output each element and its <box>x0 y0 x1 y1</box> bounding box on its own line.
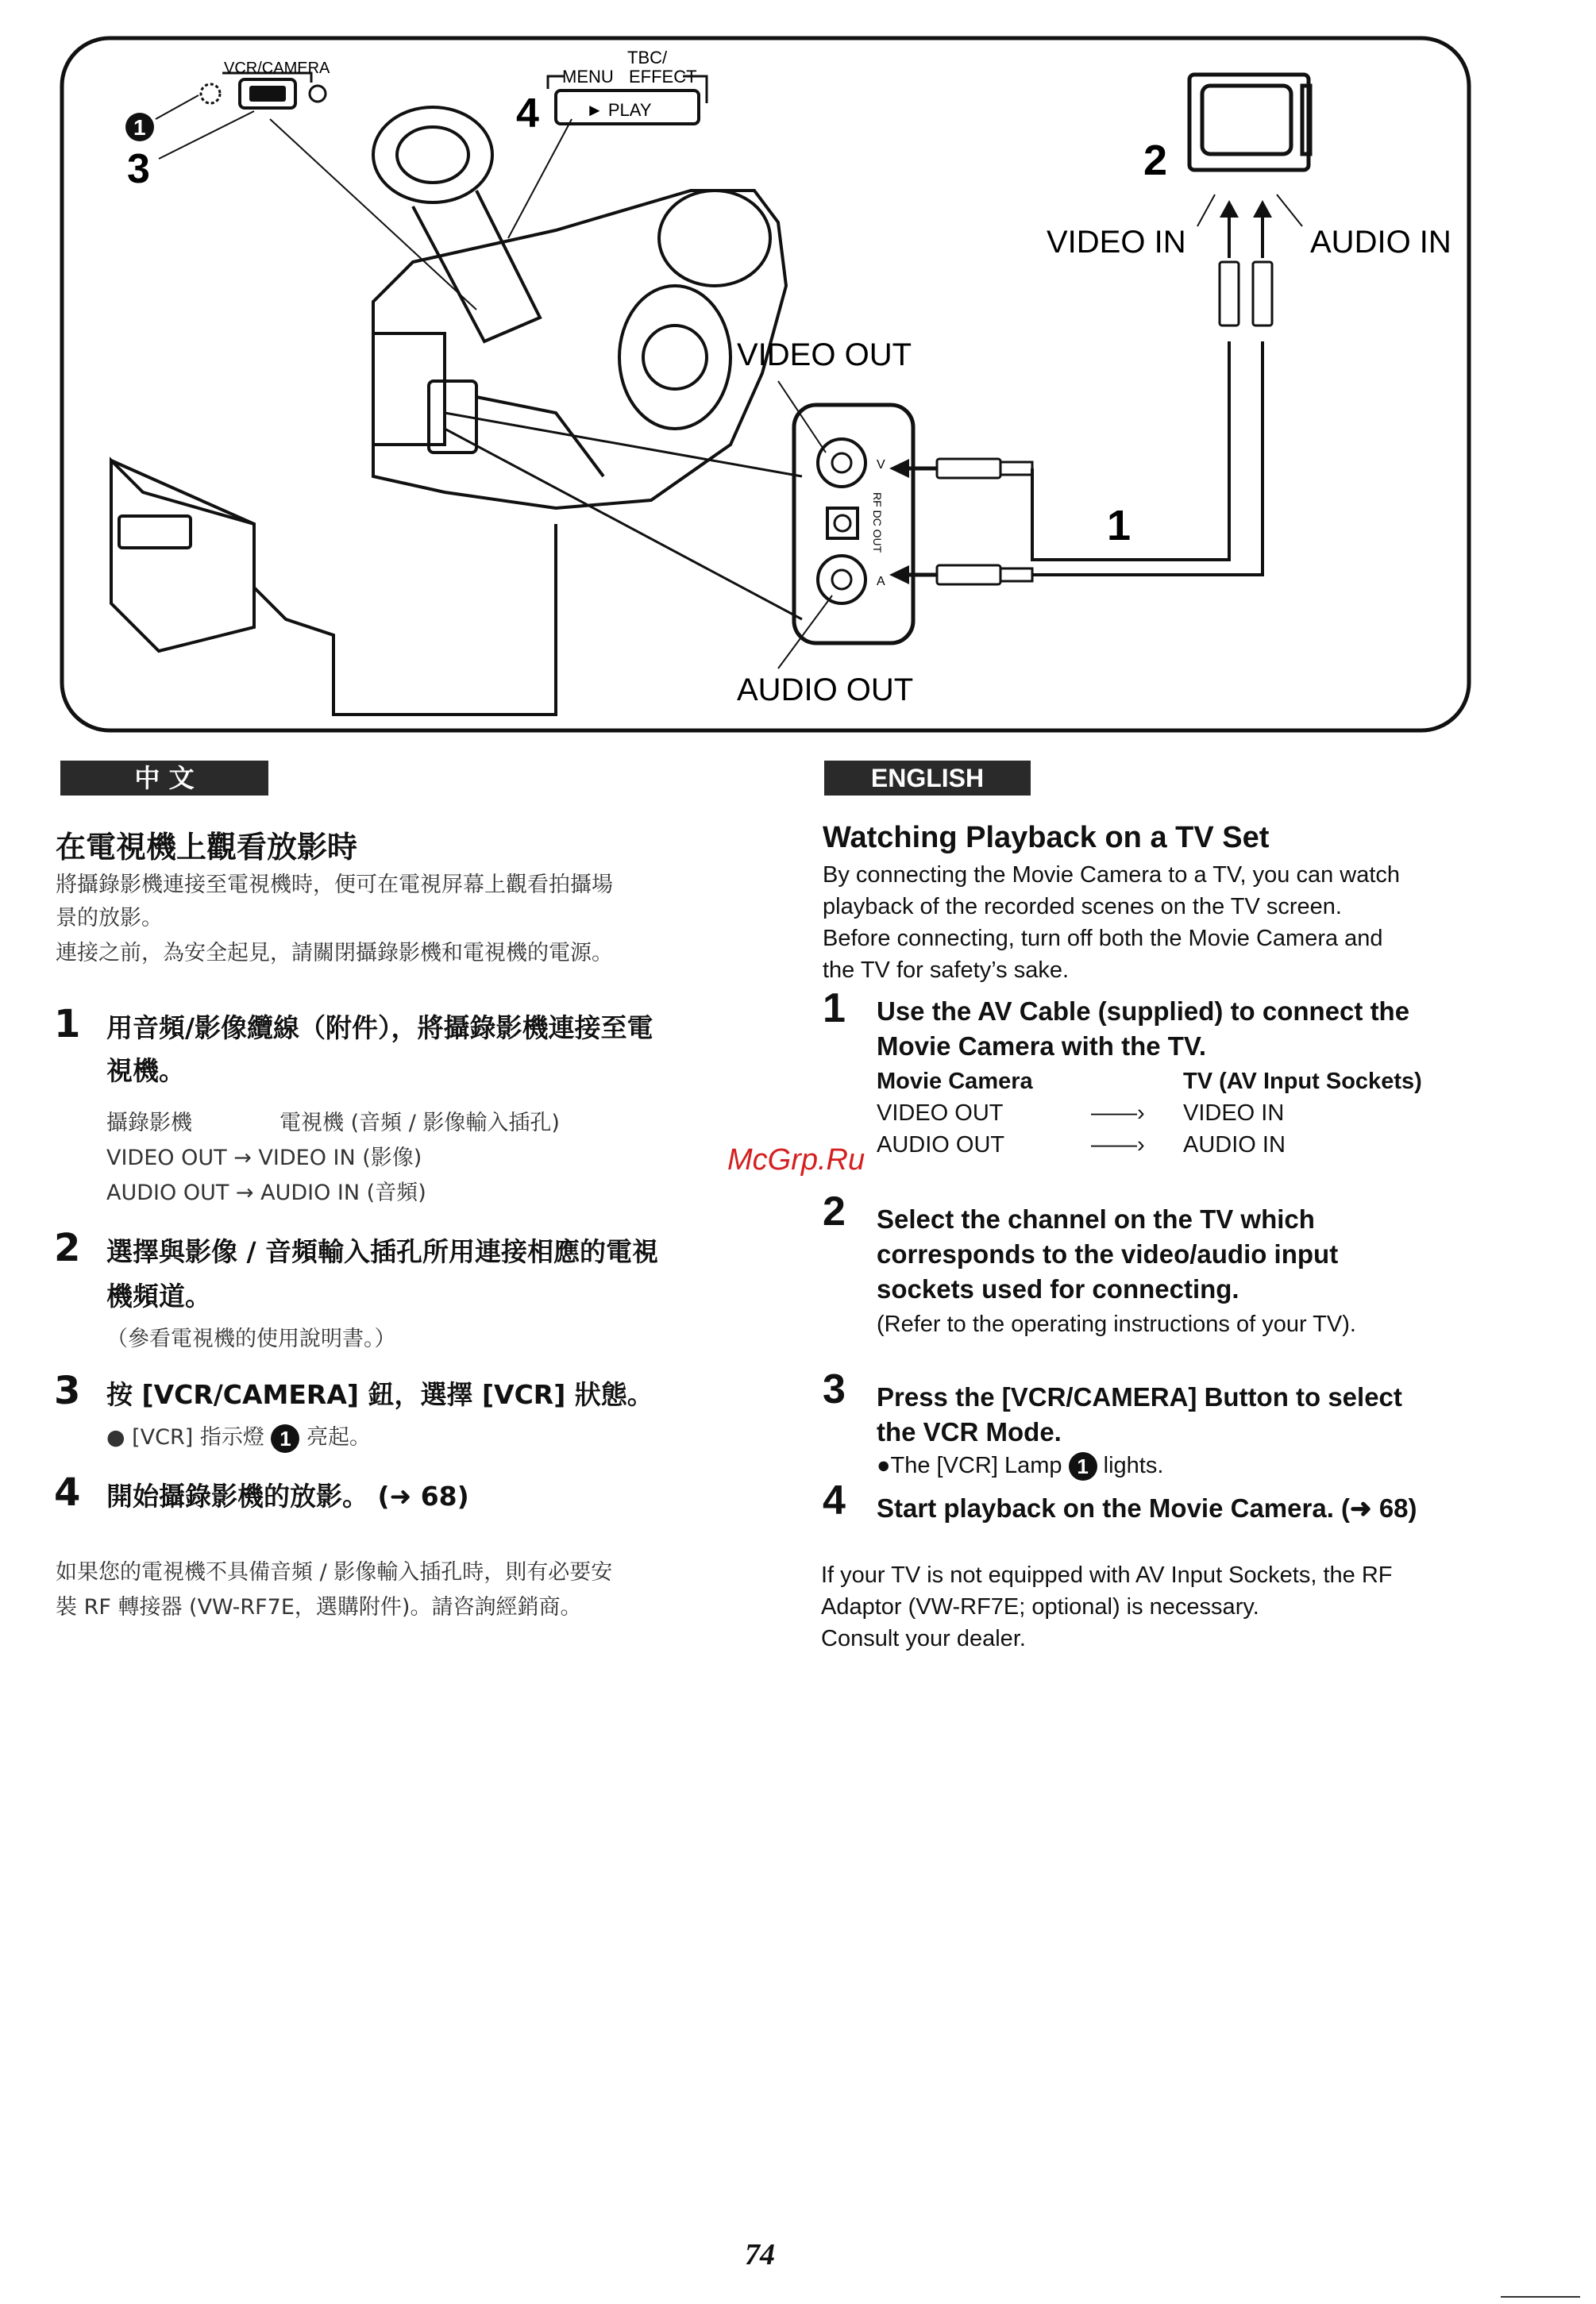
video-in-arrow-icon <box>1220 200 1239 218</box>
english-table-row-2-right: AUDIO IN <box>1183 1132 1286 1158</box>
english-intro-1: By connecting the Movie Camera to a TV, you can watch <box>823 862 1401 888</box>
english-footer-3: Consult your dealer. <box>821 1626 1026 1651</box>
chinese-title: 在電視機上觀看放影時 <box>56 830 358 865</box>
english-table-row-2-arrow: ——› <box>1091 1132 1145 1158</box>
corner-rule <box>1501 2296 1580 2298</box>
chinese-step-2-line-1: 選擇與影像 / 音頻輸入插孔所用連接相應的電視 <box>106 1236 659 1267</box>
lamp-callout-icon: 1 <box>271 1424 299 1453</box>
english-step-4-number: 4 <box>823 1478 846 1524</box>
ac-adapter-icon <box>111 460 333 667</box>
english-intro-4: the TV for safety’s sake. <box>823 957 1070 983</box>
audio-arrow-icon <box>889 565 909 584</box>
chinese-step-2-line-2: 機頻道。 <box>106 1281 211 1312</box>
english-step-3-note <box>877 1450 1163 1481</box>
video-out-jack-icon <box>818 439 865 487</box>
english-table-row-1-right: VIDEO IN <box>1183 1100 1285 1126</box>
rf-dc-out-label: RF DC OUT <box>871 492 884 553</box>
chinese-step-2-number: 2 <box>54 1226 81 1270</box>
page-number: 74 <box>745 2238 775 2271</box>
callout-1-cable-label: 1 <box>1107 502 1131 549</box>
rf-dc-out-jack-icon <box>827 508 858 538</box>
audio-out-jack-icon <box>818 556 865 603</box>
watermark: McGrp.Ru <box>727 1143 865 1177</box>
english-step-2-line-3: sockets used for connecting. <box>877 1274 1239 1304</box>
audio-out-label: AUDIO OUT <box>737 672 914 707</box>
english-title: Watching Playback on a TV Set <box>823 821 1270 854</box>
chinese-table-row-2: AUDIO OUT → AUDIO IN (音頻) <box>106 1181 426 1205</box>
tbc-label: TBC/ <box>627 48 668 67</box>
dc-cable <box>333 524 556 715</box>
chinese-table-row-1: VIDEO OUT → VIDEO IN (影像) <box>106 1146 422 1170</box>
english-section-tag: ENGLISH <box>824 761 1031 796</box>
chinese-step-1-line-1: 用音頻/影像纜線（附件），將攝錄影機連接至電 <box>106 1012 653 1043</box>
vcr-camera-label: VCR/CAMERA <box>224 60 330 77</box>
jack-v-label: V <box>877 458 885 472</box>
english-step-3-note-post: lights. <box>1103 1453 1164 1478</box>
callout-2-label: 2 <box>1143 137 1168 184</box>
english-step-1-number: 1 <box>823 985 846 1031</box>
lamp-callout-icon-en: 1 <box>1069 1452 1097 1481</box>
chinese-step-4-line-1: 開始攝錄影機的放影。 (➜ 68) <box>106 1481 469 1512</box>
chinese-footer-2: 裝 RF 轉接器 (VW-RF7E，選購附件)。請咨詢經銷商。 <box>56 1595 582 1620</box>
english-step-1-line-2: Movie Camera with the TV. <box>877 1031 1207 1061</box>
english-footer-2: Adaptor (VW-RF7E; optional) is necessary. <box>821 1594 1259 1620</box>
english-step-2-number: 2 <box>823 1189 846 1235</box>
audio-in-label: AUDIO IN <box>1310 225 1451 260</box>
callout-4-label: 4 <box>516 91 539 137</box>
play-label: ► PLAY <box>586 100 652 120</box>
chinese-intro-1: 將攝錄影機連接至電視機時，便可在電視屏幕上觀看拍攝場 <box>56 873 613 897</box>
english-intro-2: playback of the recorded scenes on the TV screen. <box>823 894 1342 919</box>
chinese-footer-1: 如果您的電視機不具備音頻 / 影像輸入插孔時，則有必要安 <box>56 1560 613 1585</box>
english-connection-table <box>877 1065 1512 1169</box>
chinese-step-4-number: 4 <box>54 1470 81 1515</box>
english-step-1-line-1: Use the AV Cable (supplied) to connect the <box>877 996 1410 1026</box>
video-in-label: VIDEO IN <box>1047 225 1186 260</box>
english-table-row-1-arrow: ——› <box>1091 1100 1145 1126</box>
audio-in-arrow-icon <box>1253 200 1272 218</box>
jack-a-label: A <box>877 575 885 588</box>
chinese-step-2-note: （參看電視機的使用說明書。） <box>106 1327 396 1351</box>
english-step-2-note: (Refer to the operating instructions of your TV). <box>877 1312 1356 1337</box>
chinese-intro-2: 景的放影。 <box>56 906 163 930</box>
tv-set-icon <box>1189 75 1310 170</box>
english-footer-1: If your TV is not equipped with AV Input Sockets, the RF <box>821 1562 1393 1588</box>
chinese-step-3-note-pre: ● [VCR] 指示燈 <box>106 1425 264 1450</box>
callout-1-label: 1 <box>133 115 146 140</box>
menu-label: MENU <box>562 67 614 87</box>
callout-3-label: 3 <box>127 146 150 192</box>
english-step-3-number: 3 <box>823 1366 846 1412</box>
chinese-section-tag: 中 文 <box>60 761 268 796</box>
tv-plug-icon <box>1220 262 1272 326</box>
english-step-2-line-2: corresponds to the video/audio input <box>877 1239 1339 1269</box>
chinese-step-3-note <box>106 1421 371 1454</box>
vcr-camera-switch-icon <box>201 73 326 108</box>
english-table-head-right: TV (AV Input Sockets) <box>1183 1069 1422 1094</box>
chinese-table-head-left: 攝錄影機 <box>106 1111 192 1135</box>
effect-label: EFFECT <box>629 67 697 87</box>
video-arrow-icon <box>889 459 909 478</box>
chinese-step-3-note-post: 亮起。 <box>306 1425 372 1450</box>
english-step-4-line-1: Start playback on the Movie Camera. (➜ 68) <box>877 1493 1417 1523</box>
chinese-step-1-line-2: 視機。 <box>106 1055 185 1086</box>
chinese-table-head-right: 電視機 (音頻 / 影像輸入插孔) <box>279 1111 560 1135</box>
english-step-3-line-2: the VCR Mode. <box>877 1417 1062 1447</box>
diagram-frame <box>62 38 1469 730</box>
chinese-step-1-number: 1 <box>54 1002 81 1046</box>
video-out-label: VIDEO OUT <box>737 337 912 372</box>
english-step-3-line-1: Press the [VCR/CAMERA] Button to select <box>877 1382 1402 1412</box>
chinese-step-3-number: 3 <box>54 1369 81 1413</box>
chinese-intro-3: 連接之前，為安全起見，請關閉攝錄影機和電視機的電源。 <box>56 941 613 965</box>
connection-diagram <box>0 0 1596 746</box>
english-table-row-1-left: VIDEO OUT <box>877 1100 1004 1126</box>
chinese-step-3-line-1: 按 [VCR/CAMERA] 鈕，選擇 [VCR] 狀態。 <box>106 1379 653 1410</box>
english-table-row-2-left: AUDIO OUT <box>877 1132 1005 1158</box>
camcorder-icon <box>270 107 786 508</box>
av-cable-plug-icon <box>937 459 1032 584</box>
english-step-2-line-1: Select the channel on the TV which <box>877 1204 1315 1234</box>
english-table-head-left: Movie Camera <box>877 1069 1033 1094</box>
english-step-3-note-pre: ●The [VCR] Lamp <box>877 1453 1062 1478</box>
english-intro-3: Before connecting, turn off both the Movie Camera and <box>823 926 1383 951</box>
